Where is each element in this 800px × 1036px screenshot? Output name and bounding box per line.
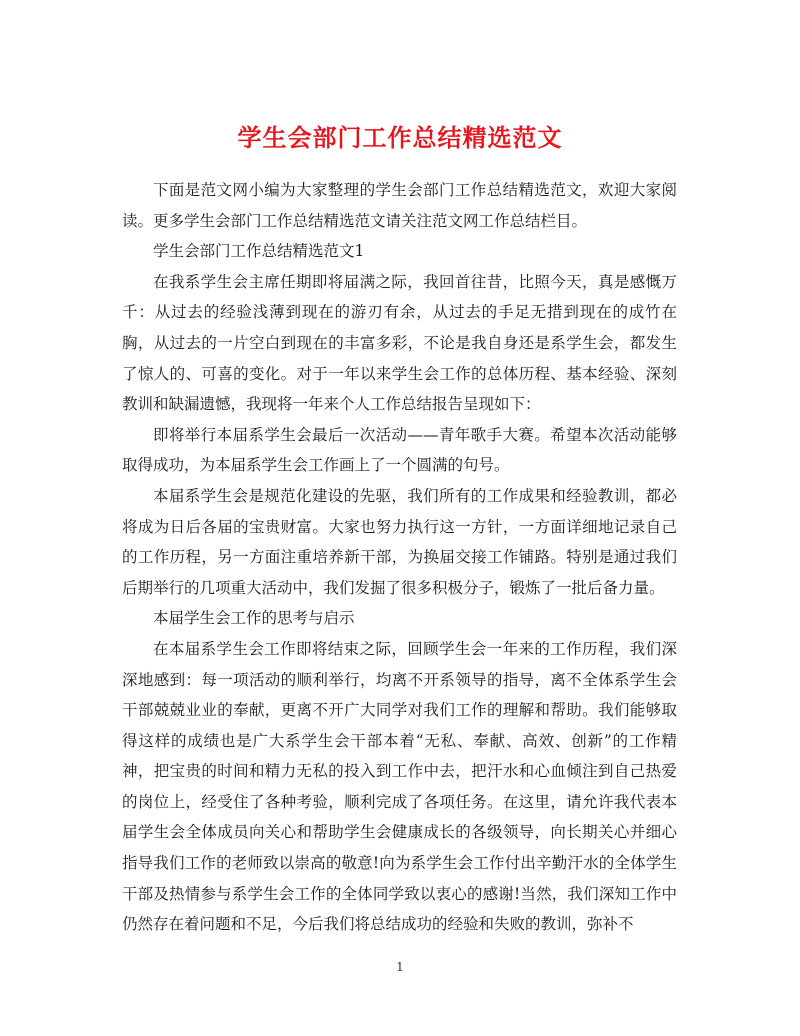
section-heading: 学生会部门工作总结精选范文1: [153, 242, 365, 261]
page-number: 1: [396, 960, 404, 974]
body-paragraph: 在本届系学生会工作即将结束之际，回顾学生会一年来的工作历程，我们深深地感到：每一项活动的顺利举行，均离不开系领导的指导，离不全体系学生会干部兢兢业业的奉献，更离不开广大同学对我们工作的理解和帮助。我们能够取得这样的成绩也是广大系学生会干部本着“无私、奉献、高效、创新”的工作精神，把宝贵的时间和精力无私的投入到工作中去，把汗水和心血倾注到自己热爱的岗位上，经受住了各种考验，顺利完成了各项任务。在这里，请允许我代表本届学生会全体成员向关心和帮助学生会健康成长的各级领导，向长期关心并细心指导我们工作的老师致以崇高的敬意!向为系学生会工作付出辛勤汗水的全体学生干部及热情参与系学生会工作的全体同学致以衷心的感谢!当然，我们深知工作中仍然存在着问题和不足，今后我们将总结成功的经验和失败的教训，弥补不: [122, 639, 677, 934]
body-paragraph: 本届系学生会是规范化建设的先驱，我们所有的工作成果和经验教训，都必将成为日后各届的宝贵财富。大家也努力执行这一方针，一方面详细地记录自己的工作历程，另一方面注重培养新干部，为换届交接工作铺路。特别是通过我们后期举行的几项重大活动中，我们发掘了很多积极分子，锻炼了一批后备力量。: [122, 486, 677, 597]
section-heading: 本届学生会工作的思考与启示: [153, 609, 355, 628]
body-paragraph: 即将举行本届系学生会最后一次活动——青年歌手大赛。希望本次活动能够取得成功，为本届系学生会工作画上了一个圆满的句号。: [122, 425, 677, 475]
body-paragraph: 在我系学生会主席任期即将届满之际，我回首往昔，比照今天，真是感慨万千：从过去的经验浅薄到现在的游刃有余，从过去的手足无措到现在的成竹在胸，从过去的一片空白到现在的丰富多彩，不论是我自身还是系学生会，都发生了惊人的、可喜的变化。对于一年以来学生会工作的总体历程、基本经验、深刻教训和缺漏遗憾，我现将一年来个人工作总结报告呈现如下：: [122, 272, 677, 414]
intro-paragraph: 下面是范文网小编为大家整理的学生会部门工作总结精选范文，欢迎大家阅读。更多学生会部门工作总结精选范文请关注范文网工作总结栏目。: [122, 181, 677, 230]
document-title: 学生会部门工作总结精选范文: [237, 123, 563, 153]
document-body: [122, 175, 677, 940]
